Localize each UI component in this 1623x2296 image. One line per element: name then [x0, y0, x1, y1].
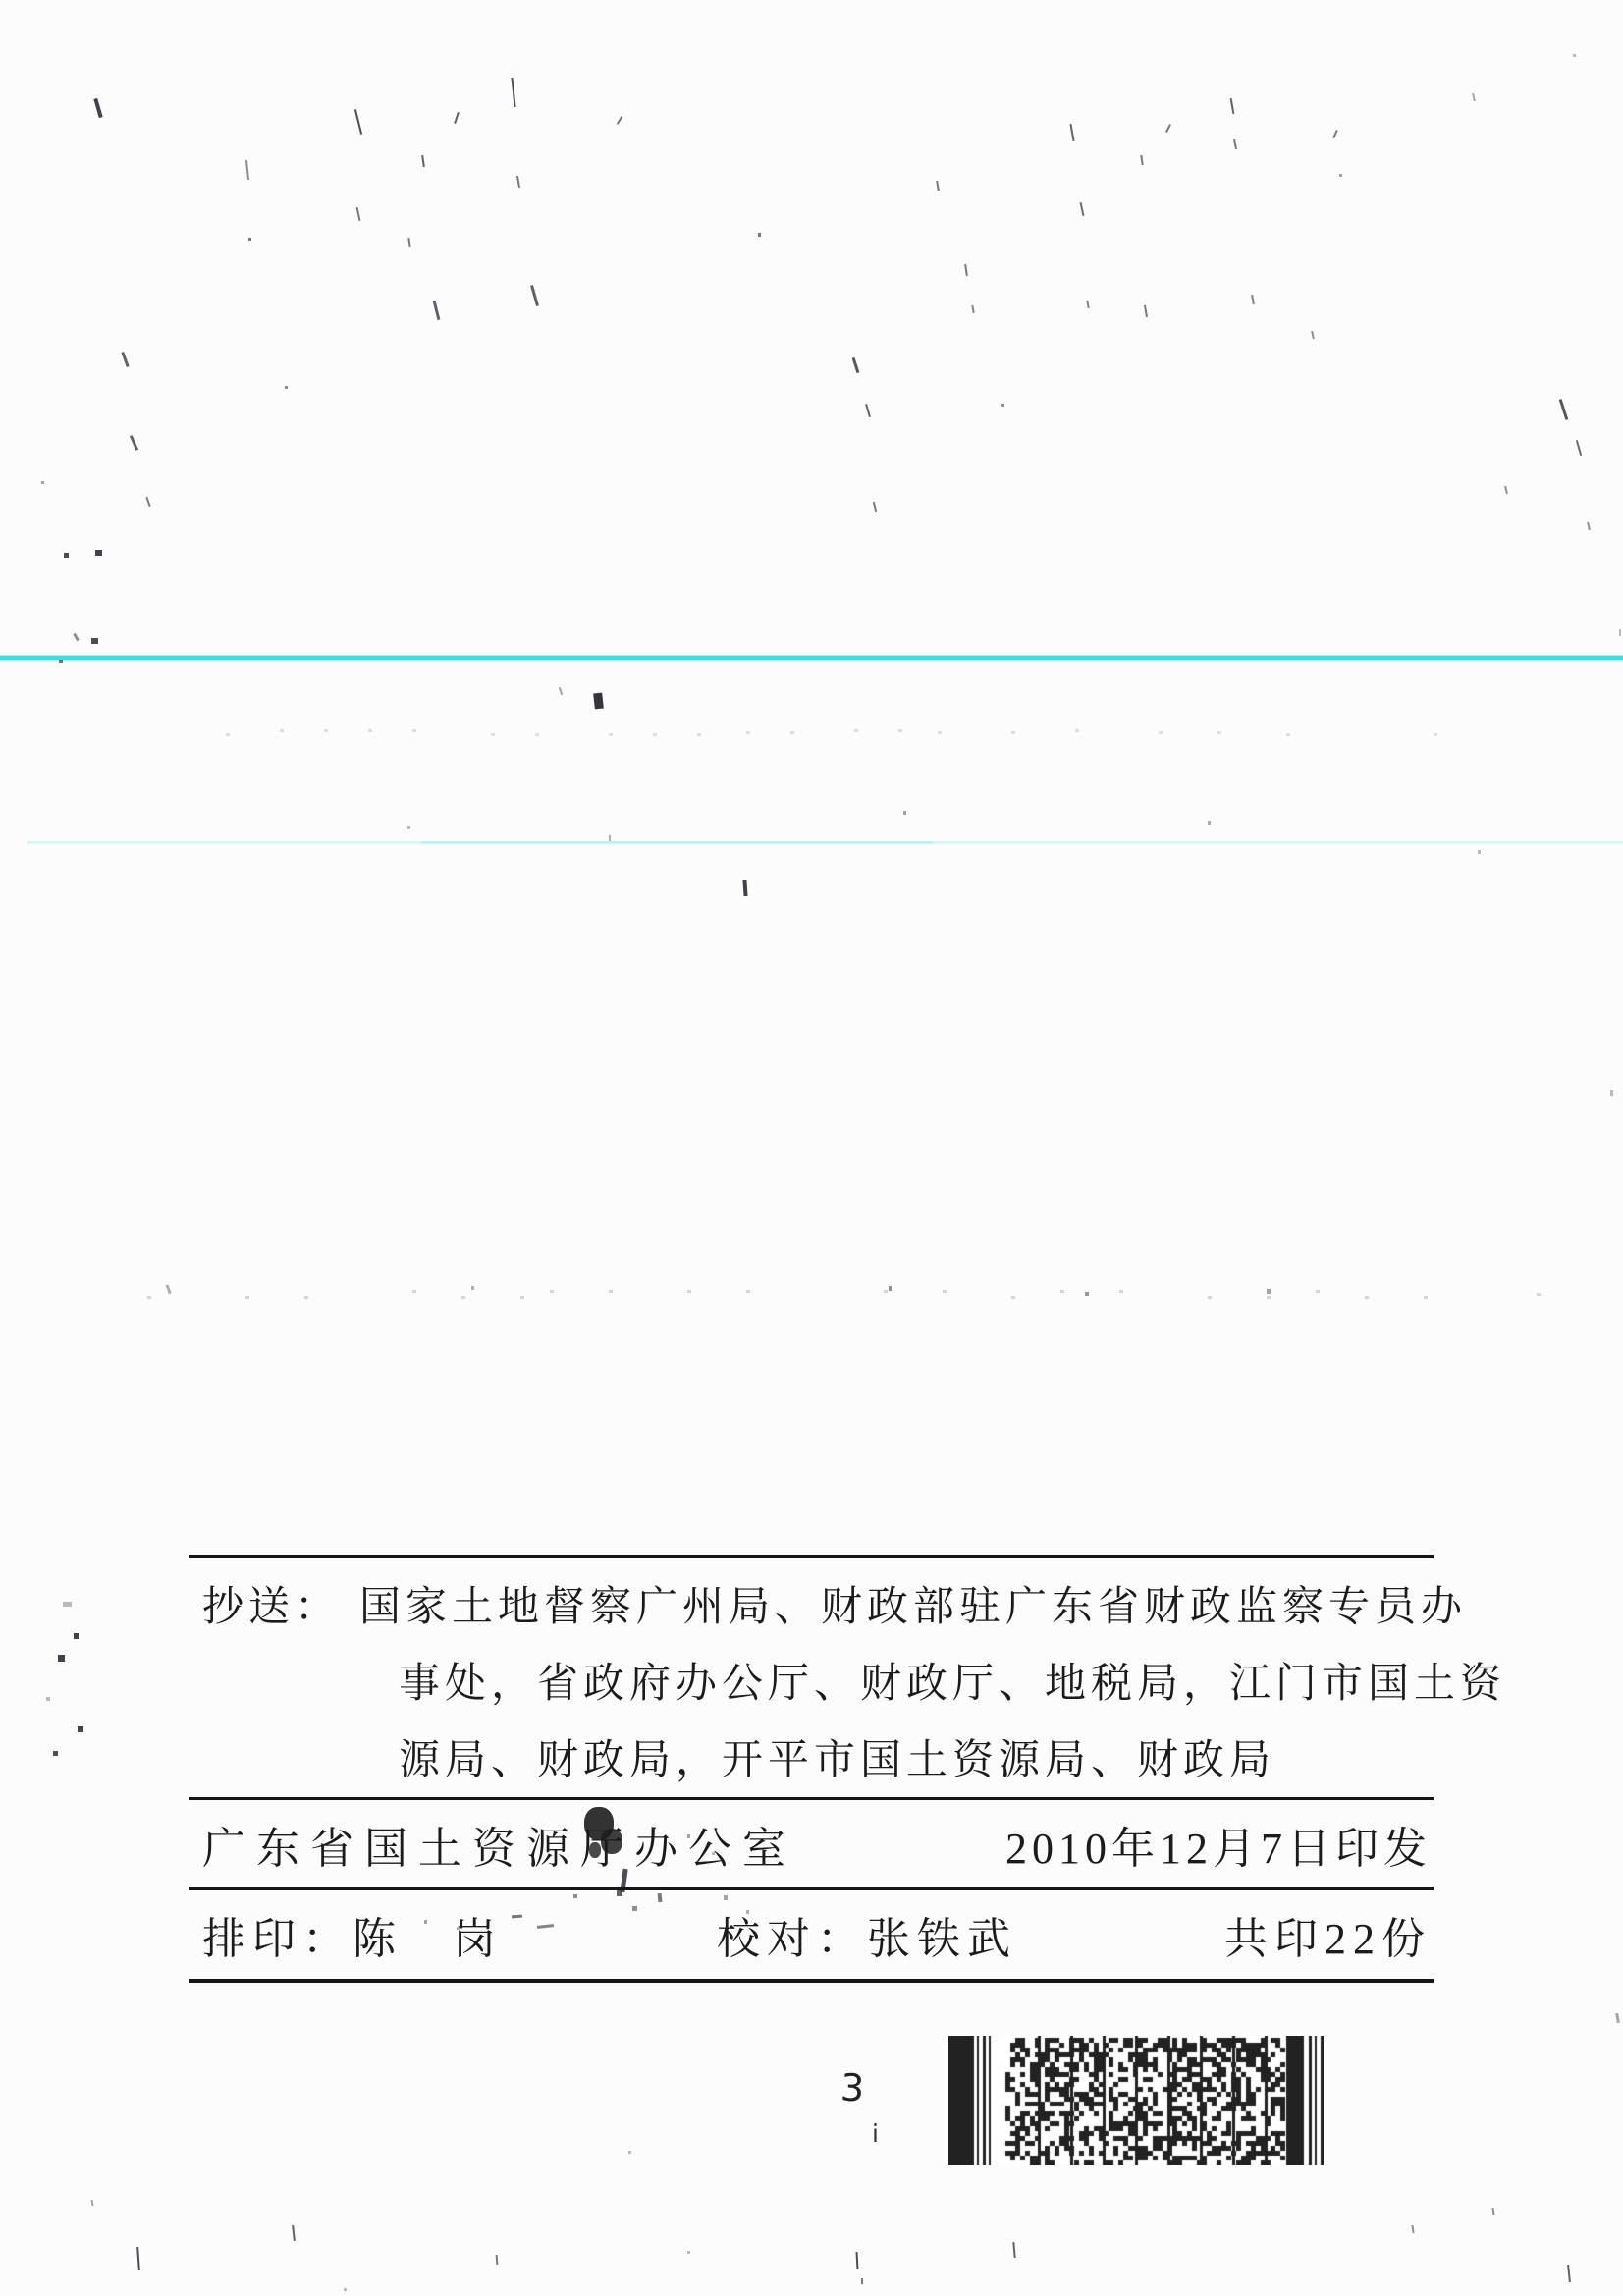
scan-artifact — [1233, 139, 1237, 149]
scan-artifact — [889, 1286, 892, 1291]
scan-artifact — [248, 238, 251, 241]
scan-artifact — [856, 2252, 859, 2269]
scanner-streak-line-faint-core — [422, 841, 933, 844]
scan-artifact — [356, 207, 361, 221]
scan-artifact — [1365, 1296, 1369, 1299]
stray-pen-mark: i — [872, 2119, 879, 2148]
scan-artifact — [1140, 155, 1143, 165]
scan-artifact — [1230, 98, 1235, 114]
scan-artifact — [609, 1290, 613, 1293]
scan-artifact — [73, 633, 80, 641]
scan-artifact — [454, 112, 460, 124]
scan-artifact — [1491, 2208, 1494, 2215]
scan-artifact — [46, 1697, 50, 1701]
scan-artifact — [344, 2288, 347, 2291]
scan-artifact — [852, 357, 860, 373]
scan-artifact — [491, 733, 495, 736]
scan-artifact — [1165, 124, 1171, 133]
scan-artifact — [1085, 1292, 1089, 1296]
scan-artifact — [136, 2247, 140, 2270]
cc-line-1: 国家土地督察广州局、财政部驻广东省财政监察专员办 — [359, 1585, 1468, 1630]
copies-count: 共印22份 — [1224, 1915, 1432, 1963]
scan-artifact — [1587, 522, 1591, 530]
scan-artifact — [687, 1290, 691, 1293]
scan-artifact — [1434, 733, 1437, 736]
scan-artifact — [903, 811, 906, 815]
scan-artifact — [1478, 850, 1481, 854]
scan-artifact — [280, 729, 284, 732]
scan-artifact — [130, 435, 138, 451]
scan-artifact — [1069, 124, 1074, 141]
scan-artifact — [95, 550, 102, 556]
scan-artifact — [1610, 1090, 1613, 1096]
page-number: 3 — [839, 2065, 866, 2110]
scan-artifact — [1119, 1290, 1123, 1293]
scan-artifact — [1080, 202, 1085, 216]
scan-artifact — [412, 1290, 416, 1293]
scan-artifact — [1339, 174, 1342, 177]
scan-artifact — [292, 2225, 296, 2241]
scan-artifact — [1619, 629, 1621, 636]
cc-distribution-row — [189, 1558, 1507, 1800]
scan-artifact — [78, 1726, 83, 1732]
scan-artifact — [41, 481, 44, 484]
scan-artifact — [412, 729, 416, 732]
scan-artifact — [245, 1296, 249, 1299]
issuer-row — [189, 1800, 1434, 1890]
scan-artifact — [63, 1602, 72, 1607]
scan-artifact — [58, 1655, 65, 1662]
scan-artifact — [609, 733, 613, 736]
scan-artifact — [1567, 2265, 1571, 2282]
scan-artifact — [1504, 486, 1508, 494]
scan-artifact — [873, 502, 877, 512]
scan-artifact — [496, 2255, 499, 2265]
scan-artifact — [687, 2251, 690, 2254]
scan-artifact — [617, 116, 622, 125]
scan-artifact — [59, 660, 63, 663]
scan-artifact — [1060, 1290, 1064, 1293]
scan-artifact — [1086, 301, 1089, 308]
scan-artifact — [407, 238, 410, 247]
scan-artifact — [1144, 305, 1148, 317]
scan-artifact — [936, 181, 940, 191]
scan-artifact — [1311, 331, 1315, 339]
scan-artifact — [1316, 1290, 1320, 1293]
scan-artifact — [898, 729, 902, 732]
scan-artifact — [165, 1285, 171, 1294]
scan-artifact — [471, 1286, 474, 1290]
scan-artifact — [245, 160, 249, 180]
scan-artifact — [943, 1290, 947, 1293]
scan-artifact — [1472, 93, 1476, 101]
typeset-name: 陈 岗 — [352, 1915, 503, 1963]
scan-artifact — [865, 404, 871, 417]
scan-artifact — [697, 733, 701, 736]
scan-artifact — [93, 98, 102, 118]
scan-artifact — [64, 553, 69, 558]
scan-artifact — [1424, 1296, 1428, 1299]
scan-artifact — [790, 731, 794, 734]
scan-artifact — [964, 264, 968, 276]
scan-artifact — [90, 2200, 93, 2206]
scan-artifact — [1075, 729, 1079, 732]
scan-artifact — [324, 729, 328, 732]
scan-artifact — [1011, 1296, 1015, 1299]
scan-artifact — [304, 1296, 308, 1299]
scan-artifact — [1012, 2242, 1015, 2258]
scan-artifact — [938, 731, 942, 734]
scan-artifact — [354, 109, 362, 135]
scan-artifact — [854, 729, 858, 732]
scan-artifact — [535, 733, 539, 736]
scan-artifact — [1267, 1296, 1271, 1299]
scan-artifact — [1001, 404, 1004, 407]
scan-artifact — [609, 835, 611, 841]
scan-artifact — [1332, 130, 1337, 138]
scan-artifact — [74, 1633, 79, 1639]
scan-artifact — [1537, 1293, 1541, 1296]
scan-artifact — [1217, 731, 1221, 734]
scan-artifact — [628, 2151, 631, 2154]
scan-artifact — [559, 687, 564, 695]
issuing-office: 广东省国土资源厅办公室 — [202, 1824, 796, 1873]
scanner-streak-line — [0, 656, 1623, 660]
print-info-row — [189, 1890, 1434, 1983]
typesetter — [202, 1903, 503, 1966]
scan-artifact — [884, 1290, 888, 1293]
scan-artifact — [758, 233, 761, 237]
scan-artifact — [516, 176, 520, 188]
scan-artifact — [421, 155, 425, 167]
scan-artifact — [121, 352, 129, 367]
scan-artifact — [1159, 731, 1163, 734]
scan-artifact — [1286, 733, 1290, 736]
scan-artifact — [1576, 440, 1582, 456]
scan-artifact — [1267, 1289, 1271, 1294]
scan-artifact — [1011, 731, 1015, 734]
proof-label: 校对： — [717, 1915, 867, 1963]
scan-artifact — [520, 1296, 524, 1299]
issue-date: 2010年12月7日印发 — [1005, 1824, 1432, 1873]
scan-artifact — [1559, 399, 1569, 420]
scan-artifact — [593, 693, 604, 710]
cc-line-3: 源局、财政局，开平市国土资源局、财政局 — [399, 1738, 1276, 1783]
scan-artifact — [971, 305, 974, 313]
scan-artifact — [530, 285, 539, 306]
scan-artifact — [746, 1290, 750, 1293]
scan-artifact — [1411, 2225, 1414, 2233]
scan-artifact — [285, 386, 288, 389]
scan-artifact — [746, 731, 750, 734]
scan-artifact — [550, 1290, 554, 1293]
cc-line-2: 事处，省政府办公厅、财政厅、地税局，江门市国土资 — [399, 1662, 1507, 1707]
scan-artifact — [368, 729, 372, 732]
scan-artifact — [1251, 295, 1255, 304]
scan-artifact — [226, 733, 230, 736]
scan-artifact — [53, 1751, 58, 1756]
barcode — [948, 2036, 1324, 2165]
scan-artifact — [511, 78, 515, 107]
scan-artifact — [861, 2278, 863, 2284]
cc-label: 抄送： — [202, 1585, 342, 1630]
scan-artifact — [147, 1296, 151, 1299]
typeset-label: 排印： — [202, 1915, 352, 1963]
scan-artifact — [91, 638, 98, 644]
scan-artifact — [1573, 54, 1576, 57]
scan-artifact — [653, 733, 657, 736]
scan-artifact — [742, 880, 747, 896]
scan-artifact — [145, 497, 150, 507]
colophon-table — [189, 1555, 1507, 1983]
scan-artifact — [433, 301, 441, 320]
scan-artifact — [461, 1296, 465, 1299]
scan-artifact — [407, 826, 410, 829]
scan-artifact — [1615, 2013, 1620, 2023]
proof-name: 张铁武 — [867, 1915, 1017, 1963]
proofreader — [717, 1903, 1017, 1966]
scan-artifact — [1208, 1296, 1212, 1299]
scan-artifact — [1208, 821, 1211, 825]
